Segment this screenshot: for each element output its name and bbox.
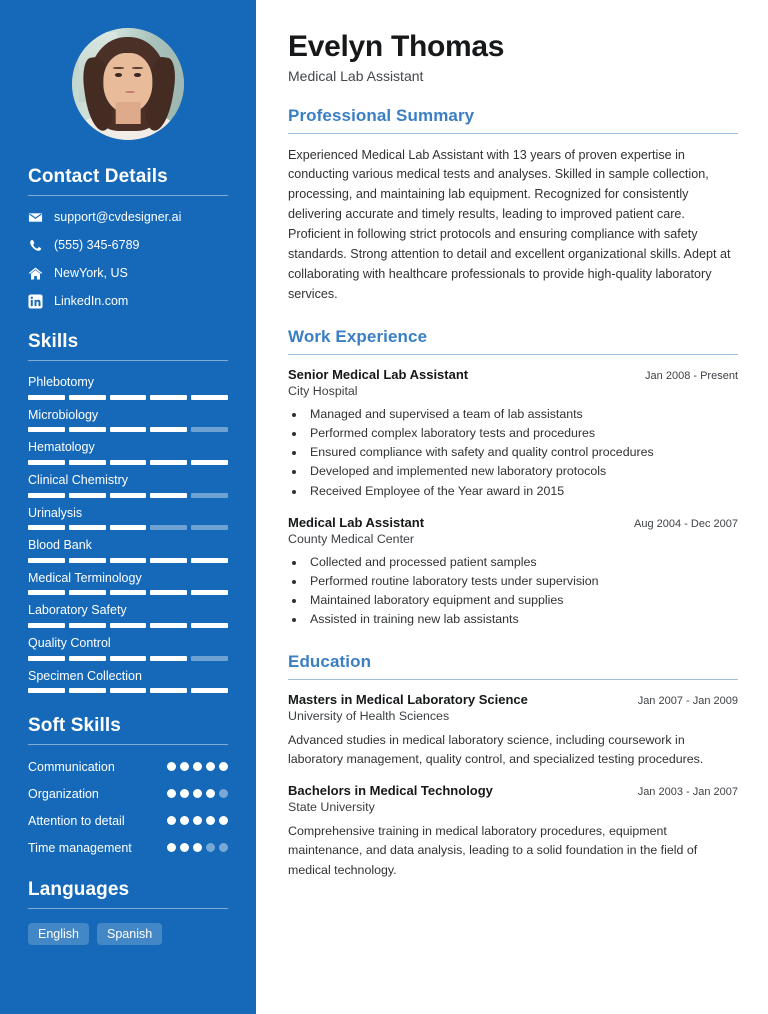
rating-dot: [206, 789, 215, 798]
skill-segment: [28, 460, 65, 465]
skill-segment: [150, 623, 187, 628]
skill-label: Blood Bank: [28, 538, 92, 553]
contact-list: [28, 210, 228, 309]
work-experience-list: [288, 367, 738, 630]
skill-segment: [150, 688, 187, 693]
skill-segment: [28, 590, 65, 595]
skill-level-bar: [28, 656, 228, 661]
institution-name: University of Health Sciences: [288, 708, 450, 723]
soft-skill-rating: [167, 840, 228, 852]
section-divider: [28, 195, 228, 196]
skill-level-bar: [28, 590, 228, 595]
skill-segment: [28, 623, 65, 628]
contact-linkedin-text: LinkedIn.com: [54, 294, 129, 309]
skill-row: [28, 571, 228, 596]
skill-segment: [150, 427, 187, 432]
soft-skill-rating: [167, 786, 228, 798]
section-divider: [288, 679, 738, 680]
rating-dot: [219, 762, 228, 771]
linkedin-icon: [28, 294, 43, 309]
rating-dot: [193, 762, 202, 771]
rating-dot: [180, 762, 189, 771]
rating-dot: [206, 762, 215, 771]
skill-segment: [150, 656, 187, 661]
skill-segment: [69, 558, 106, 563]
job-date-range: Aug 2004 - Dec 2007: [634, 517, 738, 530]
education-heading: Education: [288, 651, 372, 671]
skill-segment: [69, 590, 106, 595]
skill-segment: [191, 623, 228, 628]
responsibility-item: • Assisted in training new lab assistants: [306, 610, 738, 629]
degree-title: Bachelors in Medical Technology: [288, 783, 493, 799]
skill-segment: [69, 656, 106, 661]
section-divider: [288, 354, 738, 355]
skill-segment: [191, 688, 228, 693]
contact-item-location[interactable]: [28, 266, 228, 281]
skill-segment: [191, 493, 228, 498]
responsibility-item: • Received Employee of the Year award in 2015: [306, 482, 738, 501]
skill-segment: [28, 558, 65, 563]
education-list: [288, 692, 738, 880]
skills-section: [28, 331, 228, 693]
skill-row: [28, 538, 228, 563]
skill-level-bar: [28, 460, 228, 465]
skill-row: [28, 506, 228, 531]
rating-dot: [206, 843, 215, 852]
rating-dot: [219, 843, 228, 852]
skill-label: Phlebotomy: [28, 375, 95, 389]
skill-segment: [69, 688, 106, 693]
skill-segment: [28, 395, 65, 400]
contact-item-email[interactable]: [28, 210, 228, 225]
skill-level-bar: [28, 558, 228, 563]
responsibility-list: [306, 405, 738, 501]
responsibility-item: • Developed and implemented new laboratory protocols: [306, 462, 738, 481]
skill-segment: [69, 623, 106, 628]
main-content: [256, 0, 768, 1014]
skill-label: Medical Terminology: [28, 570, 142, 585]
skill-segment: [110, 558, 147, 563]
skill-segment: [28, 427, 65, 432]
language-chip: Spanish: [97, 923, 162, 946]
soft-skill-row: [28, 840, 228, 857]
rating-dot: [180, 789, 189, 798]
languages-section: [28, 879, 228, 946]
entry-header: [288, 515, 738, 530]
skill-label: Hematology: [28, 440, 95, 455]
responsibility-item: • Performed complex laboratory tests and procedures: [306, 424, 738, 443]
languages-heading: Languages: [28, 878, 130, 900]
skill-segment: [191, 525, 228, 530]
soft-skills-list: [28, 759, 228, 857]
soft-skill-label: Time management: [28, 840, 132, 855]
candidate-name: Evelyn Thomas: [288, 30, 505, 63]
soft-skill-label: Communication: [28, 760, 115, 775]
work-entry: [288, 367, 738, 501]
employer-name: County Medical Center: [288, 531, 415, 546]
skill-segment: [191, 558, 228, 563]
soft-skill-row: [28, 813, 228, 830]
contact-details-section: [28, 166, 228, 309]
responsibility-item: • Managed and supervised a team of lab assistants: [306, 405, 738, 424]
phone-icon: [28, 238, 43, 253]
candidate-role: Medical Lab Assistant: [288, 67, 424, 84]
skill-level-bar: [28, 427, 228, 432]
skills-heading: Skills: [28, 331, 79, 352]
skill-row: [28, 375, 228, 400]
skill-segment: [150, 525, 187, 530]
skill-label: Specimen Collection: [28, 668, 142, 683]
contact-email-text: support@cvdesigner.ai: [54, 210, 182, 225]
education-date-range: Jan 2007 - Jan 2009: [637, 694, 738, 707]
skill-segment: [191, 656, 228, 661]
rating-dot: [193, 843, 202, 852]
rating-dot: [167, 789, 176, 798]
skill-row: [28, 636, 228, 661]
skill-segment: [150, 395, 187, 400]
rating-dot: [219, 816, 228, 825]
skill-segment: [191, 460, 228, 465]
skill-segment: [110, 460, 147, 465]
avatar-container: [28, 0, 228, 166]
responsibility-item: • Performed routine laboratory tests under supervision: [306, 572, 738, 591]
soft-skills-heading: Soft Skills: [28, 715, 121, 737]
skill-segment: [191, 427, 228, 432]
entry-header: [288, 692, 738, 707]
soft-skill-rating: [167, 813, 228, 825]
job-title: Senior Medical Lab Assistant: [288, 366, 469, 382]
education-description: Comprehensive training in medical laboratory procedures, equipment maintenance, and data analysis, leading to a solid foundation in the field of medical technology.: [288, 824, 698, 877]
skill-segment: [150, 558, 187, 563]
skill-label: Quality Control: [28, 636, 111, 650]
skill-row: [28, 603, 228, 628]
contact-details-heading: Contact Details: [28, 166, 168, 187]
work-experience-section: [288, 327, 738, 630]
rating-dot: [167, 843, 176, 852]
soft-skill-label: Organization: [28, 787, 99, 802]
skill-segment: [110, 427, 147, 432]
skill-level-bar: [28, 395, 228, 400]
skill-segment: [28, 525, 65, 530]
skill-level-bar: [28, 623, 228, 628]
rating-dot: [219, 789, 228, 798]
entry-header: [288, 783, 738, 798]
skill-row: [28, 440, 228, 465]
skill-segment: [110, 493, 147, 498]
job-title: Medical Lab Assistant: [288, 514, 425, 530]
rating-dot: [180, 843, 189, 852]
rating-dot: [206, 816, 215, 825]
skill-segment: [191, 395, 228, 400]
skill-segment: [28, 688, 65, 693]
responsibility-list: [306, 553, 738, 630]
skill-segment: [69, 460, 106, 465]
skill-segment: [191, 590, 228, 595]
skill-label: Clinical Chemistry: [28, 472, 129, 487]
skill-segment: [110, 525, 147, 530]
skill-label: Urinalysis: [28, 505, 83, 520]
contact-item-phone[interactable]: [28, 238, 228, 253]
section-divider: [28, 908, 228, 909]
education-date-range: Jan 2003 - Jan 2007: [637, 786, 738, 799]
job-date-range: Jan 2008 - Present: [645, 369, 738, 382]
soft-skill-row: [28, 786, 228, 803]
contact-item-linkedin[interactable]: [28, 294, 228, 309]
skill-segment: [150, 460, 187, 465]
contact-phone-text: (555) 345-6789: [54, 238, 140, 253]
soft-skill-rating: [167, 759, 228, 771]
skill-segment: [150, 590, 187, 595]
entry-header: [288, 367, 738, 382]
work-entry: [288, 515, 738, 630]
work-experience-heading: Work Experience: [288, 326, 428, 346]
professional-summary-text: Experienced Medical Lab Assistant with 13 years of proven expertise in conducting various medical tests and analyses. Skilled in sample collection, processing, and maintaining lab equipment. Recognized for consistently delivering accurate and timely results, leading to improved patient care. Proficient in following strict protocols and ensuring compliance with safety standards. Strong attention to detail and excellent organizational skills. Adept at collaborating with healthcare professionals to provide high-quality laboratory services.: [288, 147, 731, 301]
professional-summary-section: [288, 106, 738, 305]
skill-segment: [69, 493, 106, 498]
skill-label: Laboratory Safety: [28, 603, 127, 618]
home-icon: [28, 266, 43, 281]
skill-segment: [28, 656, 65, 661]
skill-segment: [28, 493, 65, 498]
responsibility-item: • Collected and processed patient samples: [306, 553, 738, 572]
employer-name: City Hospital: [288, 383, 358, 398]
skill-level-bar: [28, 493, 228, 498]
skill-segment: [110, 688, 147, 693]
skills-list: [28, 375, 228, 693]
skill-row: [28, 408, 228, 433]
education-entry: [288, 783, 738, 880]
education-section: [288, 652, 738, 880]
section-divider: [28, 744, 228, 745]
envelope-icon: [28, 210, 43, 225]
avatar: [72, 28, 184, 140]
skill-segment: [69, 427, 106, 432]
skill-row: [28, 669, 228, 694]
skill-label: Microbiology: [28, 407, 99, 422]
skill-segment: [110, 395, 147, 400]
education-description: Advanced studies in medical laboratory science, including coursework in laboratory management, quality control, and specialized testing procedures.: [288, 732, 704, 766]
rating-dot: [180, 816, 189, 825]
soft-skill-label: Attention to detail: [28, 814, 125, 828]
language-chip: English: [28, 923, 89, 946]
skill-segment: [110, 656, 147, 661]
rating-dot: [167, 762, 176, 771]
resume-header: [288, 30, 738, 84]
contact-location-text: NewYork, US: [54, 266, 128, 281]
sidebar: [0, 0, 256, 1014]
skill-level-bar: [28, 525, 228, 530]
skill-segment: [69, 395, 106, 400]
skill-segment: [69, 525, 106, 530]
skill-level-bar: [28, 688, 228, 693]
skill-row: [28, 473, 228, 498]
institution-name: State University: [288, 800, 375, 815]
skill-segment: [150, 493, 187, 498]
responsibility-item: • Ensured compliance with safety and quality control procedures: [306, 443, 738, 462]
responsibility-item: • Maintained laboratory equipment and supplies: [306, 591, 738, 610]
languages-list: [28, 923, 228, 946]
skill-segment: [110, 623, 147, 628]
rating-dot: [193, 789, 202, 798]
degree-title: Masters in Medical Laboratory Science: [288, 691, 528, 707]
section-divider: [288, 133, 738, 134]
professional-summary-heading: Professional Summary: [288, 105, 475, 125]
education-entry: [288, 692, 738, 769]
soft-skill-row: [28, 759, 228, 776]
rating-dot: [193, 816, 202, 825]
soft-skills-section: [28, 715, 228, 857]
section-divider: [28, 360, 228, 361]
skill-segment: [110, 590, 147, 595]
rating-dot: [167, 816, 176, 825]
